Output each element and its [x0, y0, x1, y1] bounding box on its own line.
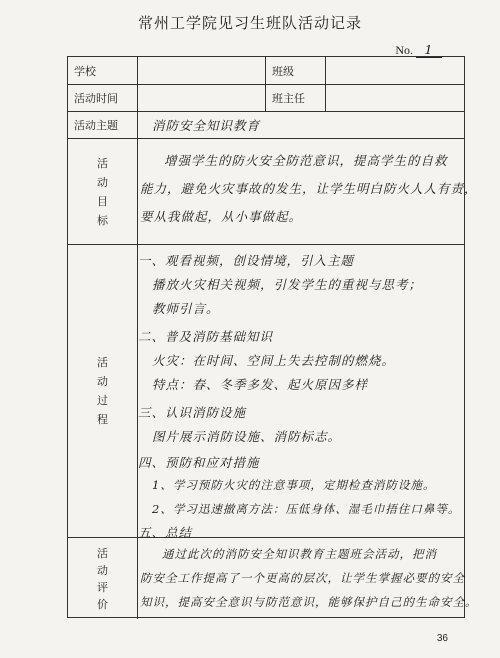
row-school-class — [68, 57, 464, 85]
process-content[interactable] — [138, 245, 461, 540]
evaluation-label-char: 活 — [97, 546, 108, 560]
teacher-field[interactable] — [326, 85, 466, 111]
row-time-teacher — [68, 85, 464, 112]
process-line: 教师引言。 — [152, 301, 220, 316]
process-label-char: 程 — [97, 413, 108, 426]
row-theme — [68, 112, 464, 139]
time-field[interactable] — [138, 85, 266, 111]
evaluation-label — [68, 538, 138, 619]
record-number-label: No. — [395, 43, 413, 57]
evaluation-line: 防安全工作提高了一个更高的层次，让学生掌握必要的安全 — [140, 571, 465, 585]
activity-record-form — [67, 56, 478, 618]
goal-line: 要从我做起，从小事做起。 — [140, 209, 303, 224]
goal-label-char: 目 — [97, 194, 108, 208]
process-line: 2、学习迅速撤离方法：压低身体、湿毛巾捂住口鼻等。 — [152, 502, 461, 516]
process-line: 一、观看视频，创设情境，引入主题 — [138, 253, 355, 268]
evaluation-label-char: 评 — [97, 580, 108, 594]
theme-value[interactable]: 消防安全知识教育 — [152, 118, 261, 133]
teacher-label: 班主任 — [266, 85, 326, 111]
theme-label: 活动主题 — [68, 112, 138, 138]
school-label: 学校 — [68, 57, 138, 84]
evaluation-line: 通过此次的消防安全知识教育主题班会活动，把消 — [162, 547, 437, 561]
school-field[interactable] — [138, 57, 266, 84]
process-line: 二、普及消防基础知识 — [138, 329, 274, 344]
process-label-char: 活 — [97, 356, 108, 369]
process-label-char: 动 — [97, 375, 108, 388]
evaluation-label-char: 价 — [97, 597, 108, 611]
evaluation-content[interactable] — [138, 538, 478, 619]
goal-label-char: 动 — [97, 175, 108, 189]
goal-line: 能力，避免火灾事故的发生，让学生明白防火人人有责， — [140, 181, 478, 196]
process-line: 图片展示消防设施、消防标志。 — [152, 429, 342, 444]
record-number-value: 1 — [416, 42, 442, 58]
row-evaluation — [68, 538, 478, 619]
page-title: 常州工学院见习生班队活动记录 — [137, 14, 362, 32]
row-process — [68, 245, 464, 538]
goal-content[interactable] — [138, 139, 478, 244]
process-line: 1、学习预防火灾的注意事项，定期检查消防设施。 — [152, 478, 436, 492]
process-line: 特点：春、冬季多发、起火原因多样 — [152, 377, 369, 392]
process-line: 火灾：在时间、空间上失去控制的燃烧。 — [152, 353, 396, 368]
goal-line: 增强学生的防火安全防范意识，提高学生的自救 — [164, 153, 448, 168]
process-label — [68, 245, 138, 537]
time-label: 活动时间 — [68, 85, 138, 111]
process-line: 三、认识消防设施 — [138, 405, 247, 420]
process-line: 四、预防和应对措施 — [138, 455, 260, 470]
evaluation-label-char: 动 — [97, 563, 108, 577]
goal-label-char: 活 — [97, 156, 108, 170]
page-number: 36 — [436, 633, 448, 644]
class-field[interactable] — [326, 57, 466, 84]
goal-label — [68, 139, 138, 244]
evaluation-line: 知识，提高安全意识与防范意识，能够保护自己的生命安全。 — [140, 595, 478, 609]
row-goal — [68, 139, 478, 245]
process-label-char: 过 — [97, 394, 108, 407]
process-line: 五、总结 — [138, 525, 193, 540]
class-label: 班级 — [266, 57, 326, 84]
goal-label-char: 标 — [97, 213, 108, 227]
process-line: 播放火灾相关视频，引发学生的重视与思考； — [152, 277, 423, 292]
